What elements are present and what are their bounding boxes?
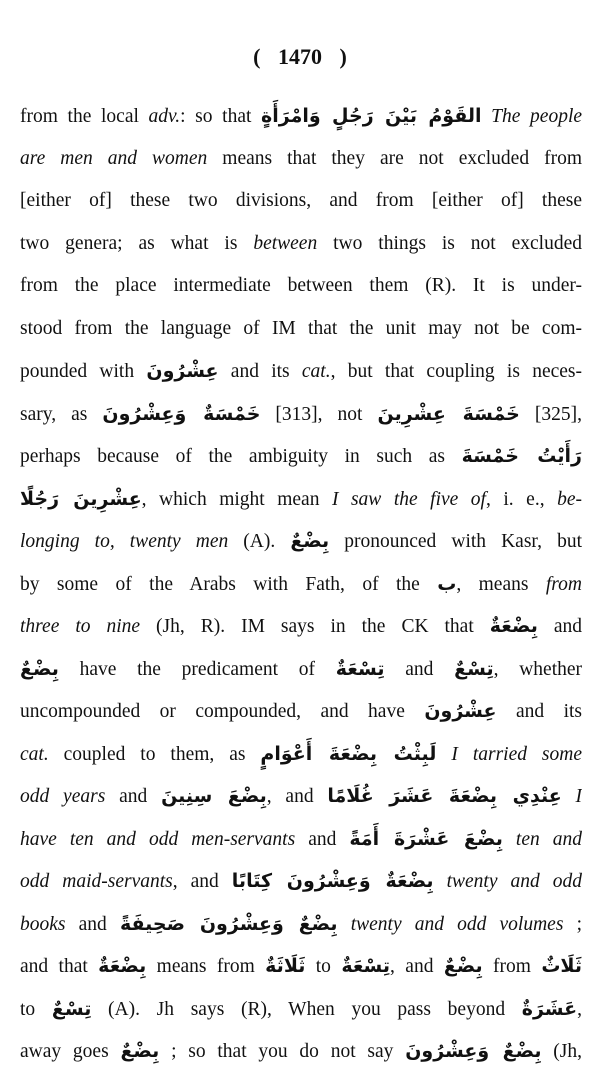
arabic-term: خَمْسَةَ عِشْرِينَ [377,402,520,425]
text-run: , whether [493,658,582,680]
arabic-term: تِسْعٌ [51,997,92,1020]
italic-text: from [545,573,582,595]
text-run: stood from the language of IM that the unit may not be com- [20,317,582,339]
italic-text: cat. [20,743,49,765]
text-line [20,223,582,266]
arabic-term: بِضْعَةٌ [489,615,538,637]
text-run: ; so that you do not say [159,1041,406,1062]
italic-text: books [20,913,66,935]
text-run: (Jh, R). IM says in the CK that [140,616,490,637]
text-run: ; [563,913,582,935]
text-run: , and [390,956,444,977]
text-line [20,350,582,393]
text-run: pronounced with Kasr, but [329,531,582,552]
arabic-term: تِسْعَةٌ [335,657,385,680]
text-line [20,1030,582,1073]
arabic-term: رَأَيْتُ خَمْسَةَ [461,445,582,467]
text-run: have the predicament of [58,658,336,680]
arabic-term: ثَلَاثٌ [541,955,582,977]
arabic-term: بِضْعَةٌ وَعِشْرُونَ كِتَابًا [231,870,434,892]
text-line [20,138,582,181]
text-run: means from [146,956,266,977]
text-line [20,690,582,733]
text-run: coupled to them, as [48,743,261,765]
arabic-term: ب [437,572,457,595]
italic-text: are men and women [20,147,208,169]
italic-text: odd maid-servants [20,871,173,892]
arabic-term: ثَلَاثَةٌ [265,955,306,977]
text-line [20,478,582,521]
arabic-term: خَمْسَةٌ وَعِشْرُونَ [102,402,261,425]
text-line [20,775,582,818]
arabic-term: بِضْعٌ [120,1040,160,1062]
italic-text: I [561,786,582,807]
text-run: to [20,998,52,1020]
italic-text: be- [557,488,582,510]
text-run: , which might mean [141,488,332,510]
italic-text: between [253,232,318,254]
text-run: and [295,828,350,850]
arabic-term: لَبِثْتُ بِضْعَةَ أَعْوَامٍ [260,742,437,765]
text-line [20,563,582,606]
italic-text: The people [481,106,582,127]
text-run: pounded with [20,361,147,382]
text-run: , and [266,786,328,807]
text-run: , [577,998,582,1020]
text-run: , means [456,573,546,595]
text-run: : so that [180,106,262,127]
text-line [20,393,582,436]
arabic-term: بِضْعَ عَشْرَةَ أَمَةً [349,827,503,850]
text-run: uncompounded or compounded, and have [20,701,425,722]
text-line [20,733,582,776]
arabic-term: عِشْرُونَ [146,360,219,382]
text-run: and [384,658,455,680]
arabic-term: عَشَرَةٌ [521,997,578,1020]
text-line [20,605,582,648]
italic-text: three to nine [20,616,141,637]
text-line [20,818,582,861]
text-line [20,988,582,1031]
text-run: and [105,786,162,807]
arabic-term: القَوْمُ بَيْنَ رَجُلٍ وَامْرَأَةٍ [261,105,482,127]
italic-text: cat. [301,361,331,382]
text-run: by some of the Arabs with Fath, of the [20,573,438,595]
arabic-term: تِسْعٌ [454,657,494,680]
text-run: perhaps because of the ambiguity in such as [20,446,462,467]
italic-text: I tarried some [436,743,582,765]
text-line [20,308,582,351]
text-run: to [305,956,342,977]
italic-text: adv. [148,106,181,127]
text-run: (A). [228,531,291,552]
text-run: (A). Jh says (R), When you pass beyond [91,998,522,1020]
arabic-term: بِضْعٌ وَعِشْرُونَ صَحِيفَةً [119,912,338,935]
text-line [20,903,582,946]
text-run: , but that coupling is neces- [330,361,582,382]
text-line [20,95,582,138]
text-line [20,945,582,988]
italic-text: have ten and odd men-servants [20,828,296,850]
text-run: and that [20,956,99,977]
text-run: two genera; as what is [20,232,254,254]
text-run: , and [172,871,232,892]
text-run: sary, as [20,403,103,425]
text-run: and [65,913,120,935]
text-run: [325], [519,403,582,425]
text-line [20,648,582,691]
text-run: two things is not excluded [317,232,582,254]
text-run: [313], not [260,403,378,425]
text-run: means that they are not excluded from [207,147,582,169]
text-line [20,860,582,903]
text-run: and its [496,701,582,722]
text-run: from the local [20,106,149,127]
arabic-term: تِسْعَةٌ [341,955,391,977]
italic-text: longing to, twenty men [20,531,229,552]
italic-text: twenty and odd [433,871,582,892]
arabic-term: بِضْعٌ وَعِشْرُونَ [405,1040,542,1062]
arabic-term: بِضْعٌ [443,955,483,977]
dictionary-entry-text [20,95,582,1073]
text-run: and [537,616,582,637]
text-line [20,180,582,223]
arabic-term: عِشْرُونَ [424,700,497,722]
arabic-term: بِضْعَةٌ [98,955,147,977]
italic-text: twenty and odd volumes [337,913,564,935]
text-run: [either of] these two divisions, and from [either of] these [20,190,582,211]
italic-text: I saw the five of [331,488,486,510]
text-run: and its [218,361,302,382]
arabic-term: عِنْدِي بِضْعَةَ عَشَرَ غُلَامًا [327,785,562,807]
text-line [20,520,582,563]
arabic-term: عِشْرِينَ رَجُلًا [20,487,142,510]
text-run: from the place intermediate between them (R). It is under- [20,275,582,296]
text-line [20,265,582,308]
text-run: , i. e., [485,488,558,510]
arabic-term: بِضْعَ سِنِينَ [161,785,267,807]
text-run: from [482,956,542,977]
text-run: away goes [20,1041,121,1062]
italic-text: ten and [502,828,582,850]
text-line [20,435,582,478]
italic-text: odd years [20,786,106,807]
arabic-term: بِضْعٌ [20,657,59,680]
page-number: ( 1470 ) [253,44,347,69]
arabic-term: بِضْعٌ [290,530,330,552]
text-run: (Jh, [541,1041,582,1062]
